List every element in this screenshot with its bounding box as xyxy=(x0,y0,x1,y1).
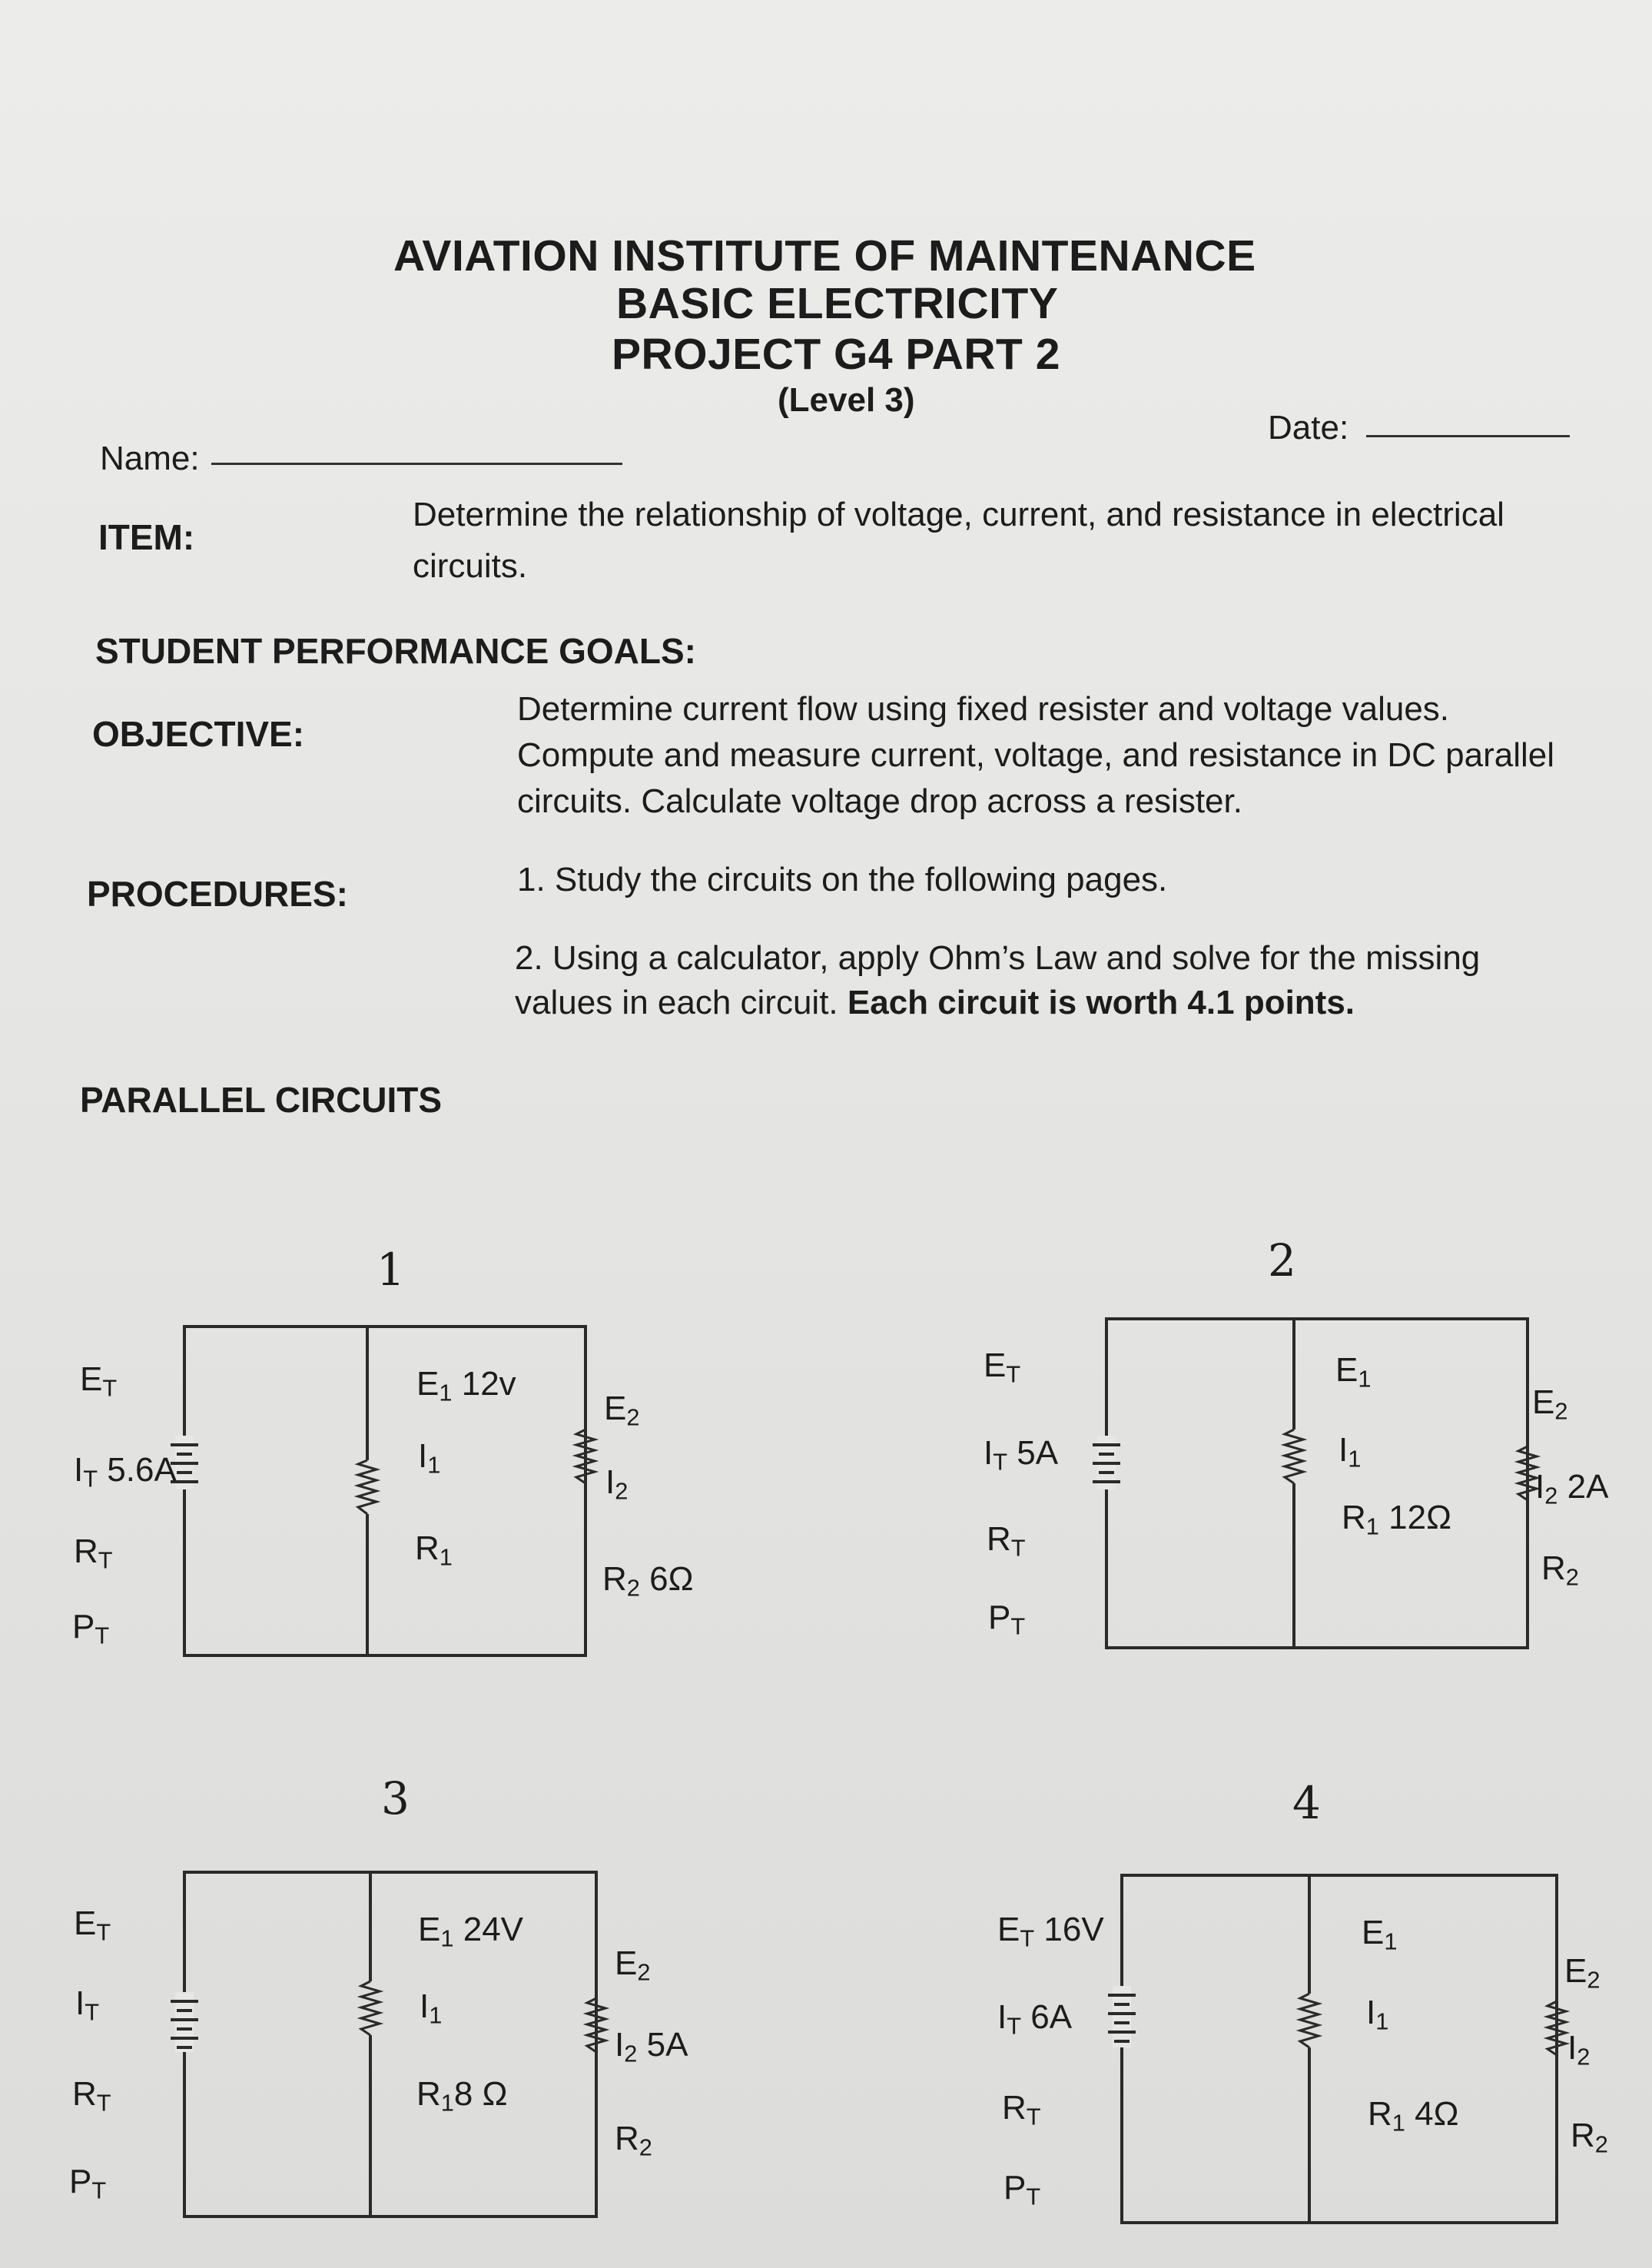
circuit-3-r1-value: 8 Ω xyxy=(453,2075,508,2113)
procedures-label: PROCEDURES: xyxy=(87,874,348,914)
circuit-3-e2: $E_2$ xyxy=(615,1944,651,1986)
procedure-2-line1: 2. Using a calculator, apply Ohm’s Law and solve for the missing xyxy=(515,939,1481,977)
circuit-3-wiring xyxy=(184,1872,596,2217)
circuit-4-it: $I_T$ 6A xyxy=(997,1998,1073,2040)
circuit-1-r2-value: 6Ω xyxy=(649,1560,694,1598)
circuit-2-pt: $P_T$ xyxy=(988,1599,1026,1640)
circuit-3-number: 3 xyxy=(381,1772,410,1825)
item-label: ITEM: xyxy=(98,517,195,557)
circuit-3-battery-icon xyxy=(171,1992,198,2052)
circuit-2-number: 2 xyxy=(1268,1234,1296,1287)
circuit-1-pt: $P_T$ xyxy=(72,1608,110,1649)
circuit-1-r1: $R_1$ xyxy=(415,1529,453,1571)
section-title: PARALLEL CIRCUITS xyxy=(80,1080,443,1120)
circuit-4-e1: $E_1$ xyxy=(1362,1914,1398,1955)
circuit-2-et: $E_T$ xyxy=(984,1347,1021,1388)
circuit-2-rt: $R_T$ xyxy=(987,1520,1026,1562)
circuit-3-it: $I_T$ xyxy=(75,1984,100,2026)
circuit-2-r1: $R_1$ 12Ω xyxy=(1342,1499,1451,1540)
circuit-3-rt: $R_T$ xyxy=(72,2075,111,2117)
institute-title: AVIATION INSTITUTE OF MAINTENANCE xyxy=(393,231,1256,281)
item-text-line1: Determine the relationship of voltage, current, and resistance in electrical xyxy=(413,496,1504,533)
circuit-3-i1: $I_1$ xyxy=(420,1987,443,2029)
item-text-line2: circuits. xyxy=(413,547,528,585)
circuit-4-et: $E_T$ 16V xyxy=(997,1911,1104,1952)
circuit-3-e1-value: 24V xyxy=(463,1911,524,1948)
circuit-4-r2: $R_2$ xyxy=(1571,2117,1608,2158)
circuit-2-i2-value: 2A xyxy=(1567,1468,1609,1506)
circuit-3-r1: $R_18$ Ω xyxy=(416,2075,508,2117)
circuit-4-r1-value: 4Ω xyxy=(1415,2095,1459,2133)
circuit-2-i2: $I_2$ 2A xyxy=(1535,1468,1609,1509)
circuit-4-i2: $I_2$ xyxy=(1567,2029,1591,2070)
circuit-1-i2: $I_2$ xyxy=(605,1463,629,1505)
circuit-1-resistor-1-icon xyxy=(358,1460,377,1514)
circuit-2-i1: $I_1$ xyxy=(1339,1431,1362,1473)
circuit-4-r1: $R_1$ 4Ω xyxy=(1368,2095,1459,2137)
circuit-1-r2: $R_2$ 6Ω xyxy=(602,1560,694,1602)
date-label: Date: xyxy=(1268,409,1349,447)
circuit-1-e1-value: 12v xyxy=(461,1365,516,1403)
circuit-2-r1-value: 12Ω xyxy=(1388,1499,1451,1536)
circuit-3-r2: $R_2$ xyxy=(615,2120,652,2161)
circuit-2-r2: $R_2$ xyxy=(1541,1549,1579,1591)
course-title: BASIC ELECTRICITY xyxy=(616,279,1059,328)
circuit-4-number: 4 xyxy=(1292,1777,1321,1829)
circuit-3-i2: $I_2$ 5A xyxy=(615,2026,688,2067)
circuit-2-battery-icon xyxy=(1093,1436,1120,1489)
circuit-2-e2: $E_2$ xyxy=(1532,1383,1568,1425)
circuit-2-it-value: 5A xyxy=(1017,1434,1059,1472)
circuit-1-rt: $R_T$ xyxy=(74,1532,113,1574)
circuit-3-e1: $E_1$ 24V xyxy=(418,1911,524,1952)
objective-line-1: Determine current flow using fixed resister and voltage values. xyxy=(517,690,1450,728)
circuit-4-pt: $P_T$ xyxy=(1003,2169,1041,2210)
procedure-2-plain: values in each circuit. xyxy=(515,984,848,1021)
circuit-4-resistor-1-icon xyxy=(1300,1994,1319,2047)
circuit-1-et: $E_T$ xyxy=(80,1360,118,1402)
circuit-3-resistor-1-icon xyxy=(361,1981,380,2035)
procedure-2-bold: Each circuit is worth 4.1 points. xyxy=(847,984,1355,1021)
circuit-1-i1: $I_1$ xyxy=(418,1437,441,1479)
circuit-2-wiring xyxy=(1106,1319,1528,1648)
objective-line-3: circuits. Calculate voltage drop across a resister. xyxy=(517,782,1242,820)
circuit-1-it-value: 5.6A xyxy=(107,1451,177,1489)
circuit-1-e2: $E_2$ xyxy=(604,1390,640,1431)
goals-heading: STUDENT PERFORMANCE GOALS: xyxy=(95,631,696,671)
objective-line-2: Compute and measure current, voltage, and resistance in DC parallel xyxy=(517,736,1555,774)
circuit-4-it-value: 6A xyxy=(1030,1998,1073,2036)
circuit-4-i1: $I_1$ xyxy=(1366,1994,1389,2035)
circuit-4-e2: $E_2$ xyxy=(1564,1952,1601,1994)
circuit-3-pt: $P_T$ xyxy=(69,2163,107,2204)
circuit-4-rt: $R_T$ xyxy=(1002,2089,1041,2130)
circuit-2-it: $I_T$ 5A xyxy=(984,1434,1059,1476)
circuit-2-e1: $E_1$ xyxy=(1335,1351,1372,1393)
procedure-1: 1. Study the circuits on the following pages. xyxy=(517,861,1168,898)
circuit-2-resistor-1-icon xyxy=(1285,1430,1303,1483)
circuit-1-wiring xyxy=(184,1327,585,1655)
circuit-4-et-value: 16V xyxy=(1043,1911,1104,1948)
circuit-3-et: $E_T$ xyxy=(74,1904,111,1946)
circuit-1-it: $I_T$ 5.6A xyxy=(74,1451,177,1493)
circuit-4-wiring xyxy=(1122,1875,1557,2223)
circuit-1-number: 1 xyxy=(377,1244,405,1296)
circuit-1-e1: $E_1$ 12v xyxy=(416,1365,516,1406)
objective-label: OBJECTIVE: xyxy=(92,714,305,754)
circuit-4-battery-icon xyxy=(1108,1986,1136,2047)
level-label: (Level 3) xyxy=(778,381,915,419)
circuit-3-i2-value: 5A xyxy=(646,2026,688,2064)
project-title: PROJECT G4 PART 2 xyxy=(612,330,1060,379)
name-label: Name: xyxy=(100,440,200,477)
